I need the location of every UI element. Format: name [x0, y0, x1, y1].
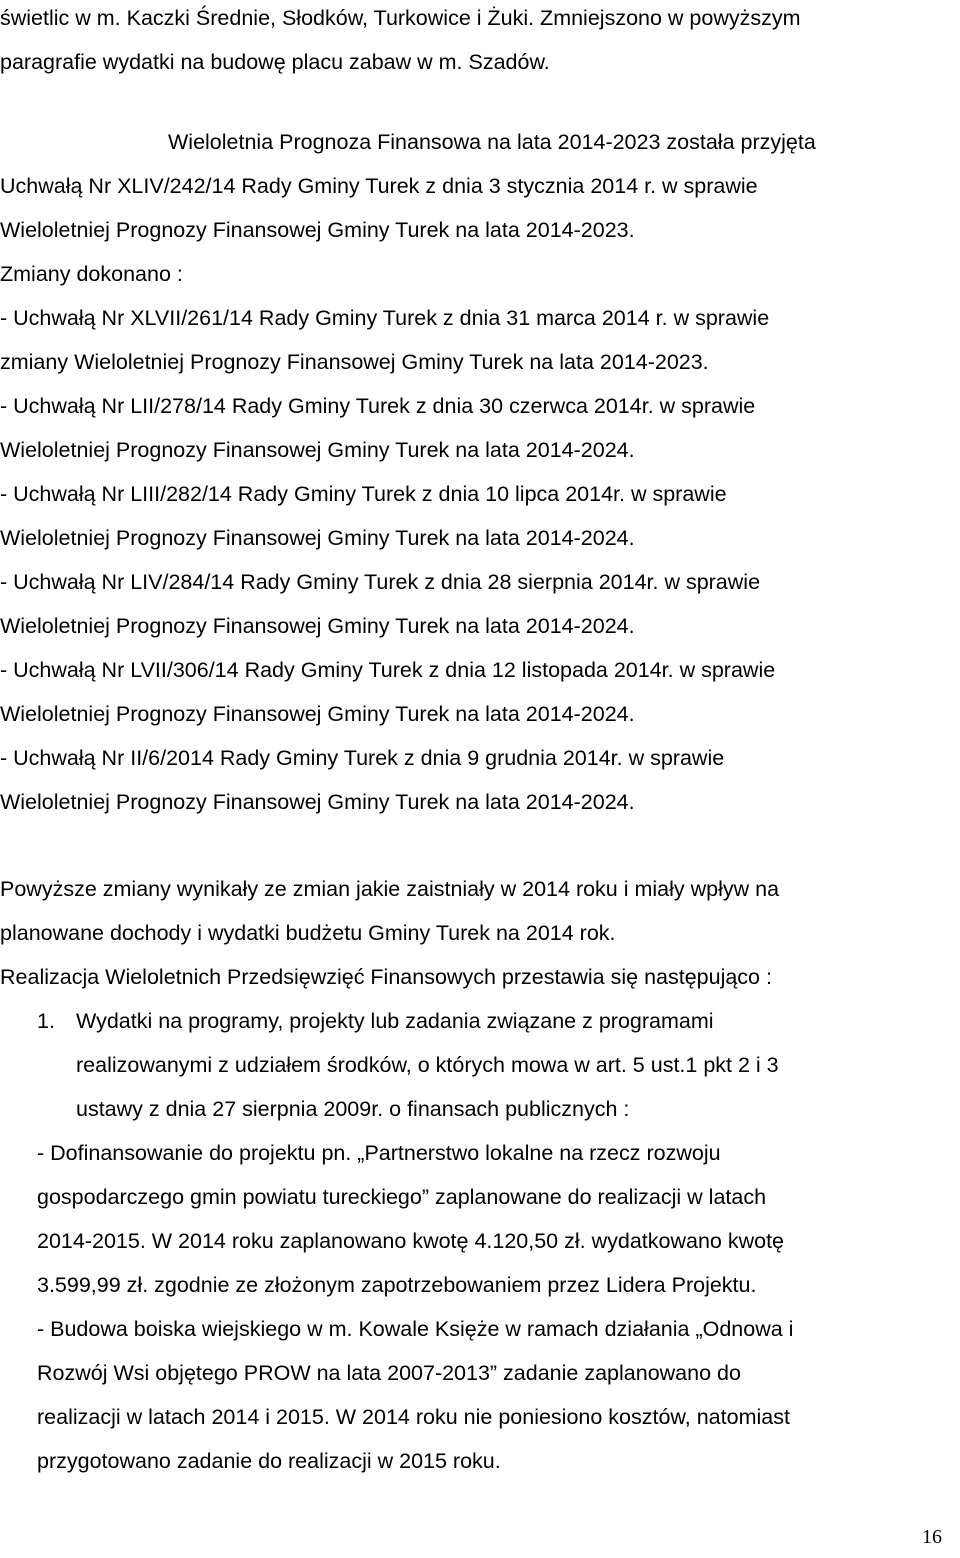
change-line-6: Wieloletniej Prognozy Finansowej Gminy Turek na lata 2014-2024. [0, 526, 635, 550]
change-line-4: Wieloletniej Prognozy Finansowej Gminy Turek na lata 2014-2024. [0, 438, 635, 462]
detail-line-8: przygotowano zadanie do realizacji w 2015 roku. [37, 1449, 501, 1473]
detail-line-2: gospodarczego gmin powiatu tureckiego” zaplanowane do realizacji w latach [37, 1185, 767, 1209]
detail-line-1: - Dofinansowanie do projektu pn. „Partnerstwo lokalne na rzecz rozwoju [37, 1141, 721, 1165]
detail-line-3: 2014-2015. W 2014 roku zaplanowano kwotę 4.120,50 zł. wydatkowano kwotę [37, 1229, 784, 1253]
change-line-2: zmiany Wieloletniej Prognozy Finansowej Gminy Turek na lata 2014-2023. [0, 350, 709, 374]
list-item-line-2: realizowanymi z udziałem środków, o których mowa w art. 5 ust.1 pkt 2 i 3 [76, 1053, 779, 1077]
change-line-5: - Uchwałą Nr LIII/282/14 Rady Gminy Turek z dnia 10 lipca 2014r. w sprawie [0, 482, 727, 506]
intro-line-1: świetlic w m. Kaczki Średnie, Słodków, Turkowice i Żuki. Zmniejszono w powyższym [0, 6, 801, 30]
detail-line-5: - Budowa boiska wiejskiego w m. Kowale Księże w ramach działania „Odnowa i [37, 1317, 794, 1341]
wpf-line-4: Zmiany dokonano : [0, 262, 183, 286]
summary-line-2: planowane dochody i wydatki budżetu Gminy Turek na 2014 rok. [0, 921, 616, 945]
detail-line-7: realizacji w latach 2014 i 2015. W 2014 roku nie poniesiono kosztów, natomiast [37, 1405, 790, 1429]
summary-line-3: Realizacja Wieloletnich Przedsięwzięć Finansowych przestawia się następująco : [0, 965, 772, 989]
page-number: 16 [922, 1526, 942, 1548]
wpf-line-3: Wieloletniej Prognozy Finansowej Gminy Turek na lata 2014-2023. [0, 218, 635, 242]
detail-line-4: 3.599,99 zł. zgodnie ze złożonym zapotrzebowaniem przez Lidera Projektu. [37, 1273, 757, 1297]
list-item-line-3: ustawy z dnia 27 sierpnia 2009r. o finansach publicznych : [76, 1097, 630, 1121]
summary-line-1: Powyższe zmiany wynikały ze zmian jakie zaistniały w 2014 roku i miały wpływ na [0, 877, 780, 901]
list-item-number: 1. [37, 1009, 55, 1033]
change-line-8: Wieloletniej Prognozy Finansowej Gminy Turek na lata 2014-2024. [0, 614, 635, 638]
wpf-line-1: Wieloletnia Prognoza Finansowa na lata 2014-2023 została przyjęta [168, 130, 816, 154]
intro-line-2: paragrafie wydatki na budowę placu zabaw w m. Szadów. [0, 50, 550, 74]
list-item-line-1: Wydatki na programy, projekty lub zadania związane z programami [76, 1009, 714, 1033]
change-line-10: Wieloletniej Prognozy Finansowej Gminy Turek na lata 2014-2024. [0, 702, 635, 726]
detail-line-6: Rozwój Wsi objętego PROW na lata 2007-2013” zadanie zaplanowano do [37, 1361, 741, 1385]
change-line-11: - Uchwałą Nr II/6/2014 Rady Gminy Turek z dnia 9 grudnia 2014r. w sprawie [0, 746, 725, 770]
change-line-7: - Uchwałą Nr LIV/284/14 Rady Gminy Turek z dnia 28 sierpnia 2014r. w sprawie [0, 570, 761, 594]
wpf-line-2: Uchwałą Nr XLIV/242/14 Rady Gminy Turek z dnia 3 stycznia 2014 r. w sprawie [0, 174, 758, 198]
change-line-3: - Uchwałą Nr LII/278/14 Rady Gminy Turek z dnia 30 czerwca 2014r. w sprawie [0, 394, 756, 418]
change-line-1: - Uchwałą Nr XLVII/261/14 Rady Gminy Turek z dnia 31 marca 2014 r. w sprawie [0, 306, 770, 330]
change-line-9: - Uchwałą Nr LVII/306/14 Rady Gminy Turek z dnia 12 listopada 2014r. w sprawie [0, 658, 776, 682]
change-line-12: Wieloletniej Prognozy Finansowej Gminy Turek na lata 2014-2024. [0, 790, 635, 814]
